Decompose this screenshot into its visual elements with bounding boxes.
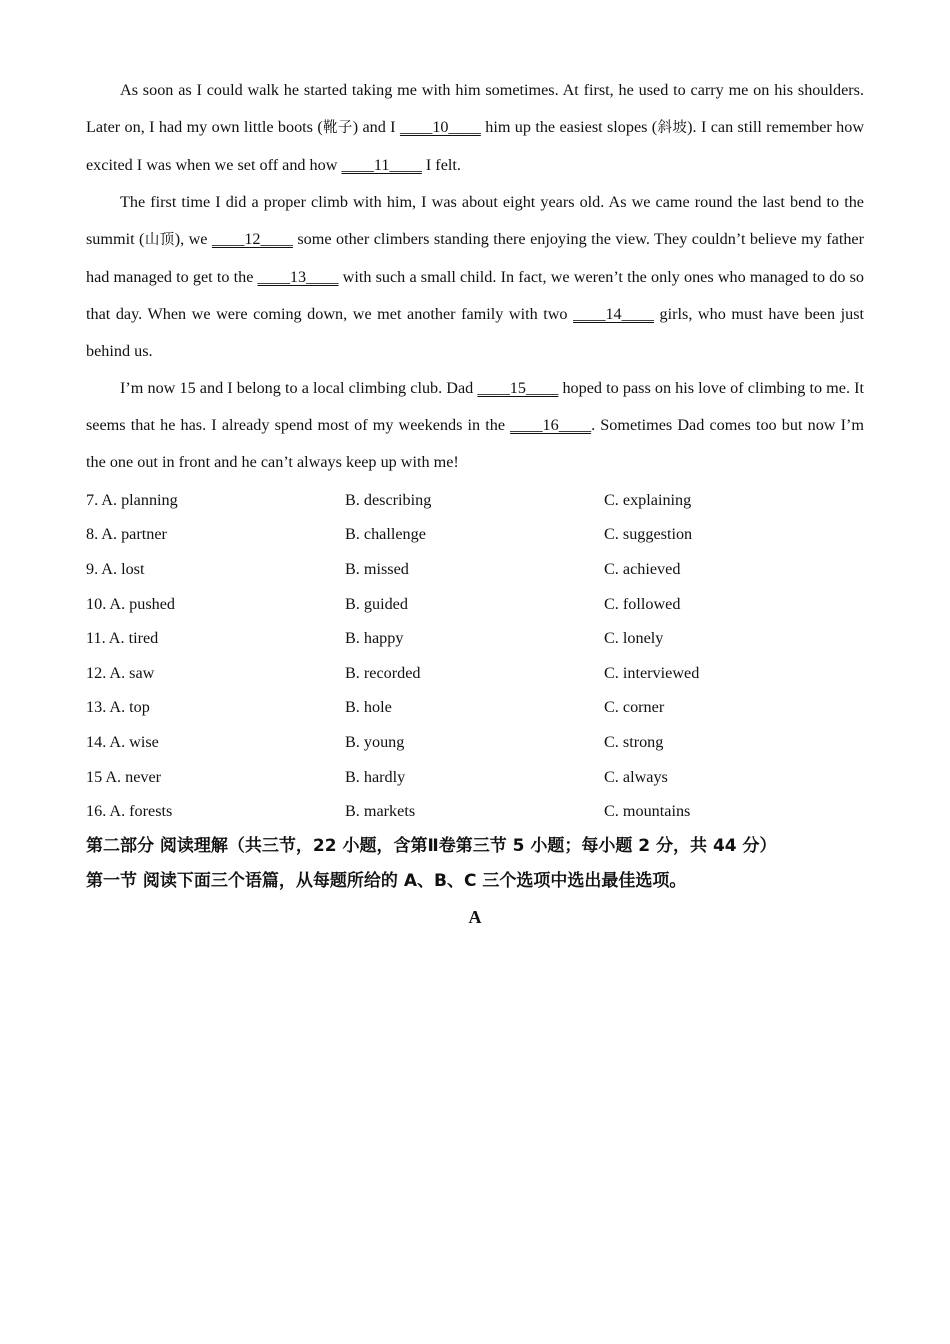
option-a: 13. A. top (86, 698, 150, 717)
document-page (86, 72, 864, 935)
blank-13: ____13____ (257, 268, 339, 286)
option-row-11 (86, 621, 864, 656)
p1-text-5: I felt. (421, 156, 461, 174)
option-c: C. followed (604, 594, 681, 613)
option-b: B. guided (345, 594, 408, 613)
option-a: 7. A. planning (86, 490, 178, 509)
passage-paragraph-1 (86, 72, 864, 184)
p1-text-4: ). I can still remember how excited I was when we set off and how (86, 118, 865, 174)
option-b: B. hole (345, 698, 392, 717)
p2-text-2: ), we (174, 230, 212, 248)
option-c: C. lonely (604, 629, 664, 648)
p2-text-5: girls, who must have been just behind us. (86, 305, 864, 360)
option-a: 14. A. wise (86, 732, 159, 751)
option-row-8 (86, 518, 864, 553)
option-row-9 (86, 552, 864, 587)
blank-14: ____14____ (573, 305, 654, 323)
option-row-14 (86, 725, 864, 760)
option-row-16 (86, 794, 864, 829)
option-a: 12. A. saw (86, 663, 155, 682)
option-c: C. always (604, 767, 668, 786)
option-c: C. mountains (604, 802, 691, 821)
option-row-10 (86, 587, 864, 622)
p2-text-4: with such a small child. In fact, we weren’t the only ones who managed to do so that day. When we were coming down, we met another family with two (86, 268, 864, 323)
p3-text-3: . Sometimes Dad comes too but now I’m the one out in front and he can’t always keep up with me! (86, 416, 864, 471)
option-a: 11. A. tired (86, 629, 159, 648)
p3-text-2: hoped to pass on his love of climbing to me. It seems that he has. I already spend most of my weekends in the (86, 379, 865, 434)
option-row-13 (86, 691, 864, 726)
option-b: B. young (345, 732, 405, 751)
p1-text-3: him up the easiest slopes ( (480, 118, 658, 136)
option-b: B. hardly (345, 767, 406, 786)
p1-gloss-boots: 靴子 (322, 120, 353, 136)
option-c: C. suggestion (604, 525, 693, 544)
blank-12: ____12____ (211, 230, 293, 248)
blank-16: ____16____ (510, 416, 592, 434)
option-a: 8. A. partner (86, 525, 167, 544)
answer-options (86, 483, 864, 829)
blank-15: ____15____ (477, 379, 559, 397)
p1-text-1: As soon as I could walk he started taking me with him sometimes. At first, he used to carry me on his shoulders. Later on, I had my own little boots ( (86, 81, 864, 136)
option-c: C. strong (604, 732, 664, 751)
option-b: B. missed (345, 559, 409, 578)
option-b: B. markets (345, 802, 416, 821)
option-row-12 (86, 656, 864, 691)
option-b: B. happy (345, 629, 404, 648)
p3-text-1: I’m now 15 and I belong to a local climbing club. Dad (120, 379, 478, 397)
option-c: C. achieved (604, 559, 681, 578)
p2-text-1: The first time I did a proper climb with him, I was about eight years old. As we came round the last bend to the summit ( (86, 193, 864, 248)
p1-text-2: ) and I (352, 118, 400, 136)
option-c: C. explaining (604, 490, 692, 509)
section-one-instructions: 第一节 阅读下面三个语篇，从每题所给的 A、B、C 三个选项中选出最佳选项。 (86, 870, 687, 891)
option-b: B. recorded (345, 663, 421, 682)
p2-text-3: some other climbers standing there enjoying the view. They couldn’t believe my father had managed to get to the (86, 230, 865, 286)
option-b: B. challenge (345, 525, 426, 544)
p2-gloss-summit: 山顶 (144, 232, 175, 248)
p1-gloss-slopes: 斜坡 (657, 120, 688, 136)
passage-paragraph-2 (86, 184, 864, 370)
option-a: 9. A. lost (86, 559, 145, 578)
option-c: C. corner (604, 698, 665, 717)
option-row-7 (86, 483, 864, 518)
option-a: 16. A. forests (86, 802, 173, 821)
part-two-heading: 第二部分 阅读理解（共三节，22 小题，含第Ⅱ卷第三节 5 小题；每小题 2 分，共 44 分） (86, 835, 777, 856)
option-row-15 (86, 760, 864, 795)
option-b: B. describing (345, 490, 432, 509)
option-c: C. interviewed (604, 663, 700, 682)
passage-paragraph-3 (86, 370, 864, 481)
option-a: 10. A. pushed (86, 594, 176, 613)
blank-11: ____11____ (341, 156, 422, 174)
blank-10: ____10____ (399, 118, 481, 136)
option-a: 15 A. never (86, 767, 162, 786)
passage-letter-heading: A (468, 906, 482, 927)
